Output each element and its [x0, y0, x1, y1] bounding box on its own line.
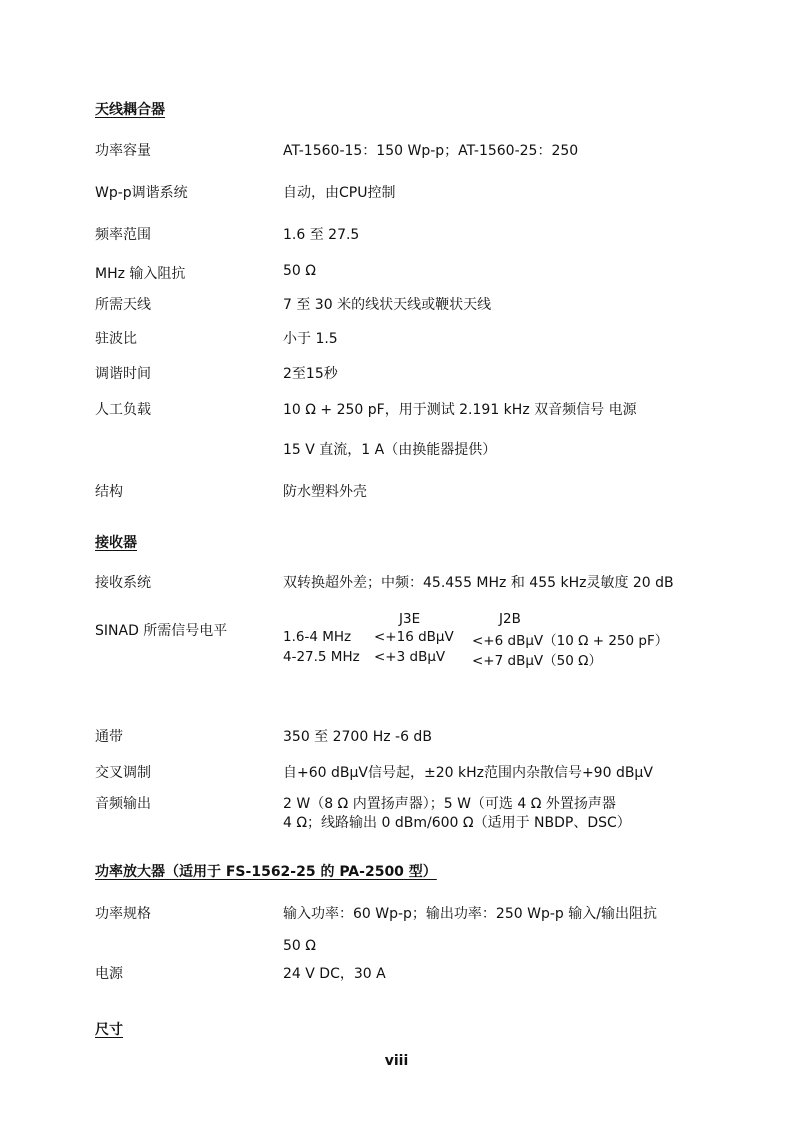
- spec-label: 功率容量: [95, 143, 151, 159]
- spec-label: 结构: [95, 484, 123, 500]
- sinad-j3e-value: <+3 dBμV: [374, 649, 446, 665]
- spec-label: 音频输出: [95, 796, 151, 812]
- spec-value: 24 V DC，30 A: [283, 966, 386, 982]
- sinad-label: SINAD 所需信号电平: [95, 623, 228, 639]
- sinad-j2b-value: <+6 dBμV（10 Ω + 250 pF）: [472, 633, 669, 649]
- spec-value: 10 Ω + 250 pF，用于测试 2.191 kHz 双音频信号 电源: [283, 402, 637, 418]
- spec-value: AT-1560-15：150 Wp-p；AT-1560-25：250: [283, 143, 579, 159]
- spec-value: 输入功率：60 Wp-p；输出功率：250 Wp-p 输入/输出阻抗: [283, 906, 657, 922]
- spec-value: 350 至 2700 Hz -6 dB: [283, 729, 432, 745]
- spec-label: 人工负载: [95, 402, 151, 418]
- spec-value: 自动，由CPU控制: [283, 185, 396, 201]
- spec-value: 2至15秒: [283, 366, 338, 382]
- page-number: viii: [384, 1053, 409, 1069]
- spec-label: 频率范围: [95, 227, 151, 243]
- spec-value: 7 至 30 米的线状天线或鞭状天线: [283, 297, 492, 313]
- spec-label: 交叉调制: [95, 765, 151, 781]
- sinad-col-j2b: J2B: [499, 611, 521, 627]
- section-heading-receiver: 接收器: [95, 535, 137, 551]
- spec-label: 驻波比: [95, 331, 137, 347]
- spec-value: 自+60 dBμV信号起，±20 kHz范围内杂散信号+90 dBμV: [283, 765, 653, 781]
- spec-value: 15 V 直流，1 A（由换能器提供）: [283, 442, 497, 458]
- spec-value: 1.6 至 27.5: [283, 227, 360, 243]
- spec-value: 双转换超外差；中频：45.455 MHz 和 455 kHz灵敏度 20 dB: [283, 575, 674, 591]
- spec-value: 小于 1.5: [283, 331, 338, 347]
- sinad-j2b-value: <+7 dBμV（50 Ω）: [472, 653, 602, 669]
- spec-label: 调谐时间: [95, 366, 151, 382]
- spec-label: 接收系统: [95, 575, 151, 591]
- spec-label: 电源: [95, 966, 123, 982]
- spec-value: 50 Ω: [283, 938, 316, 954]
- sinad-band: 4-27.5 MHz: [283, 649, 360, 665]
- spec-value: 50 Ω: [283, 263, 316, 279]
- section-heading-power-amplifier: 功率放大器（适用于 FS-1562-25 的 PA-2500 型）: [95, 864, 437, 880]
- spec-value: 4 Ω；线路输出 0 dBm/600 Ω（适用于 NBDP、DSC）: [283, 815, 631, 831]
- sinad-col-j3e: J3E: [399, 611, 421, 627]
- section-heading-antenna-coupler: 天线耦合器: [95, 102, 165, 118]
- spec-value: 防水塑料外壳: [283, 484, 367, 500]
- spec-value: 2 W（8 Ω 内置扬声器）；5 W（可选 4 Ω 外置扬声器: [283, 796, 616, 812]
- spec-label: MHz 输入阻抗: [95, 266, 186, 282]
- sinad-j3e-value: <+16 dBμV: [374, 629, 454, 645]
- spec-label: 功率规格: [95, 906, 151, 922]
- spec-label: Wp-p调谐系统: [95, 185, 188, 201]
- spec-label: 所需天线: [95, 297, 151, 313]
- spec-label: 通带: [95, 729, 123, 745]
- section-heading-dimensions: 尺寸: [95, 1022, 123, 1038]
- sinad-band: 1.6-4 MHz: [283, 629, 352, 645]
